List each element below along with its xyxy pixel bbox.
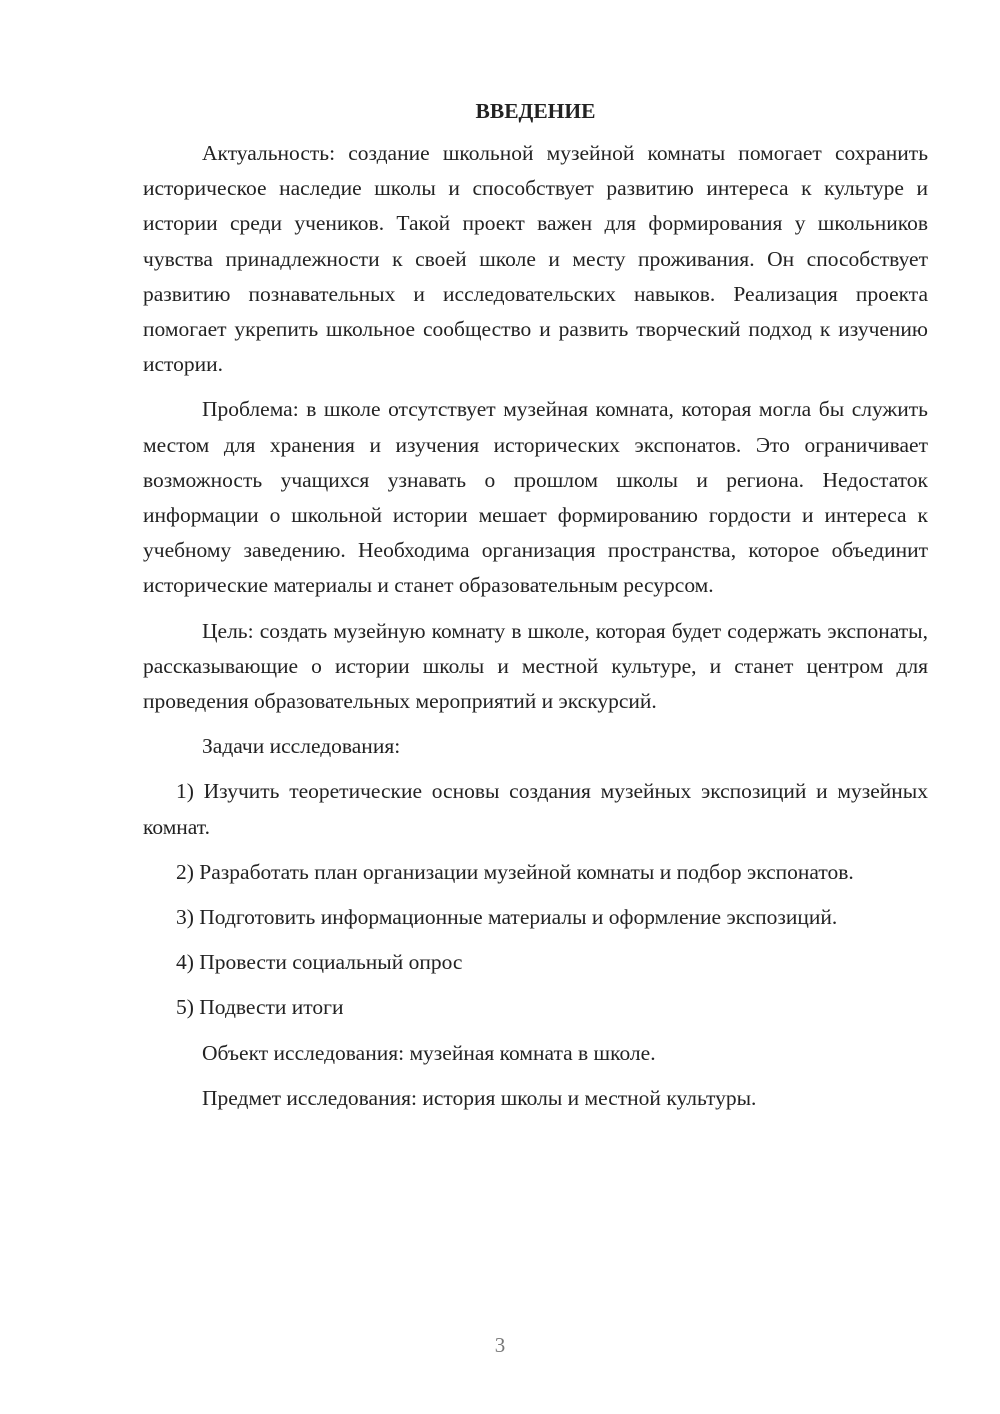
task-item-3: 3) Подготовить информационные материалы и оформление экспозиций. [176,905,838,930]
task-item-1: 1) Изучить теоретические основы создания музейных экспозиций и музейных комнат. [143,779,928,839]
tasks-heading: Задачи исследования: [202,734,401,759]
task-item-4: 4) Провести социальный опрос [176,950,463,975]
document-page [143,96,928,1126]
page-number: 3 [494,1333,506,1357]
task-item-2: 2) Разработать план организации музейной комнаты и подбор экспонатов. [176,859,854,884]
goal-paragraph: Цель: создать музейную комнату в школе, которая будет содержать экспонаты, рассказывающие о истории школы и местной культуре, и станет центром для проведения образовательных мероприятий и экскурсий. [143,618,928,714]
problem-paragraph: Проблема: в школе отсутствует музейная комната, которая могла бы служить местом для хранения и изучения исторических экспонатов. Это ограничивает возможность учащихся узнавать о прошлом школы и региона. Недостаток информации о школьной истории мешает формированию гордости и интереса к учебному заведению. Необходима организация пространства, которое объединит исторические материалы и станет образовательным ресурсом. [143,397,928,598]
relevance-paragraph: Актуальность: создание школьной музейной комнаты помогает сохранить историческое наследие школы и способствует развитию интереса к культуре и истории среди учеников. Такой проект важен для формирования у школьников чувства принадлежности к своей школе и месту проживания. Он способствует развитию познавательных и исследовательских навыков. Реализация проекта помогает укрепить школьное сообщество и развить творческий подход к изучению истории. [143,141,928,377]
page-title: ВВЕДЕНИЕ [475,99,596,123]
task-item-5: 5) Подвести итоги [176,995,344,1020]
research-object: Объект исследования: музейная комната в школе. [202,1040,656,1065]
research-subject: Предмет исследования: история школы и местной культуры. [202,1085,757,1110]
